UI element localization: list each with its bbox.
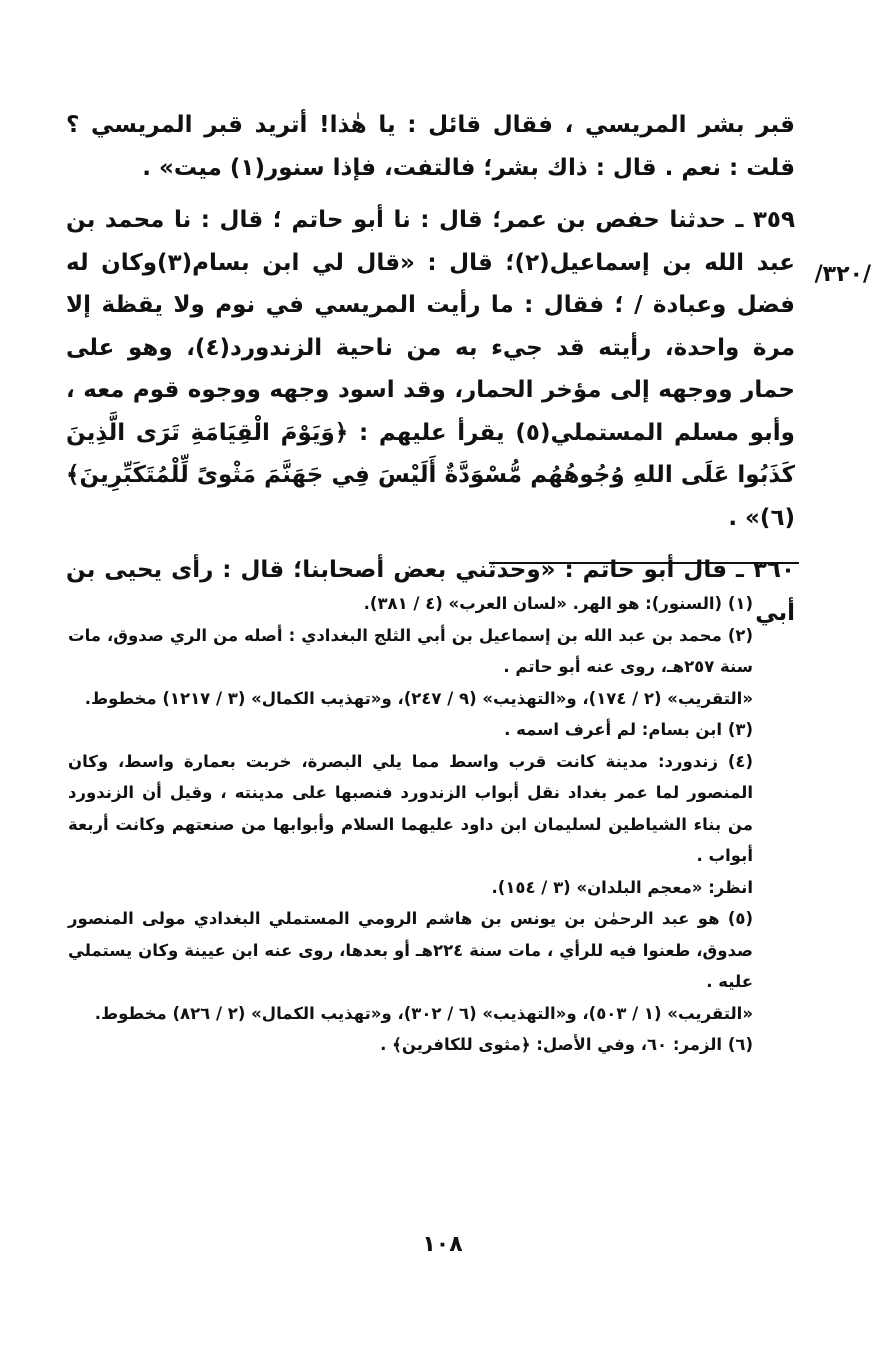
paragraph-continuation: قبر بشر المريسي ، فقال قائل : يا هٰذا! أتريد قبر المريسي ؟ قلت : نعم . قال : ذاك بشر؛ فالتفت، فإذا سنور(١) ميت» . xyxy=(66,112,795,181)
paragraph-359: ٣٥٩ ـ حدثنا حفص بن عمر؛ قال : نا أبو حاتم ؛ قال : نا محمد بن عبد الله بن إسماعيل(٢)؛ قال : «قال لي ابن بسام(٣)وكان له فضل وعبادة / ؛ فقال : ما رأيت المريسي في نوم ولا يقظة إلا مرة واحدة، رأيته قد جيء به من ناحية الزندورد(٤)، وهو على حمار ووجهه إلى مؤخر الحمار، وقد اسود وجهه ووجوه قوم معه ، وأبو مسلم المستملي(٥) يقرأ عليهم : ﴿وَيَوْمَ الْقِيَامَةِ تَرَى الَّذِينَ كَذَبُوا عَلَى اللهِ وُجُوهُهُم مُّسْوَدَّةٌ أَلَيْسَ فِي جَهَنَّمَ مَثْوىً لِّلْمُتَكَبِّرِينَ﴾(٦)» . xyxy=(66,207,795,531)
footnote-5-refs: «التقريب» (١ / ٥٠٣)، و«التهذيب» (٦ / ٣٠٢)، و«تهذيب الكمال» (٢ / ٨٢٦) مخطوط. xyxy=(94,1003,753,1023)
footnote-4-refs: انظر: «معجم البلدان» (٣ / ١٥٤). xyxy=(491,877,753,897)
manuscript-folio-marker: /٣٢٠/ xyxy=(814,262,871,287)
footnote-2: (٢) محمد بن عبد الله بن إسماعيل بن أبي الثلج البغدادي : أصله من الري صدوق، مات سنة ٢٥٧هـ، روى عنه أبو حاتم . xyxy=(68,625,753,676)
page-number: ١٠٨ xyxy=(422,1232,463,1257)
footnotes xyxy=(68,588,793,1061)
footnote-4: (٤) زندورد: مدينة كانت قرب واسط مما يلي البصرة، خربت بعمارة واسط، وكان المنصور لما عمر بغداد نقل أبواب الزندورد فنصبها على مدينته ، وقيل أن الزندورد من بناء الشياطين لسليمان ابن داود عليهما السلام وأبوابها من صنعتهم وكانت أربعة أبواب . xyxy=(68,751,753,865)
main-text xyxy=(66,104,795,634)
footnote-2-refs: «التقريب» (٢ / ١٧٤)، و«التهذيب» (٩ / ٢٤٧)، و«تهذيب الكمال» (٣ / ١٢١٧) مخطوط. xyxy=(84,688,753,708)
footnote-3: (٣) ابن بسام: لم أعرف اسمه . xyxy=(504,720,753,739)
footnote-1: (١) (السنور): هو الهر. «لسان العرب» (٤ / ٣٨١). xyxy=(363,594,753,613)
footnote-separator xyxy=(489,562,799,564)
footnote-6: (٦) الزمر: ٦٠، وفي الأصل: ﴿مثوى للكافرين﴾ . xyxy=(380,1035,753,1054)
footnote-5: (٥) هو عبد الرحمٰن بن يونس بن هاشم الرومي المستملي البغدادي مولى المنصور صدوق، طعنوا فيه للرأي ، مات سنة ٢٢٤هـ أو بعدها، روى عنه ابن عيينة وكان يستملي عليه . xyxy=(68,909,753,991)
paragraph-360: ٣٦٠ ـ قال أبو حاتم : «وحدثني بعض أصحابنا؛ قال : رأى يحيى بن أبي xyxy=(66,557,795,626)
